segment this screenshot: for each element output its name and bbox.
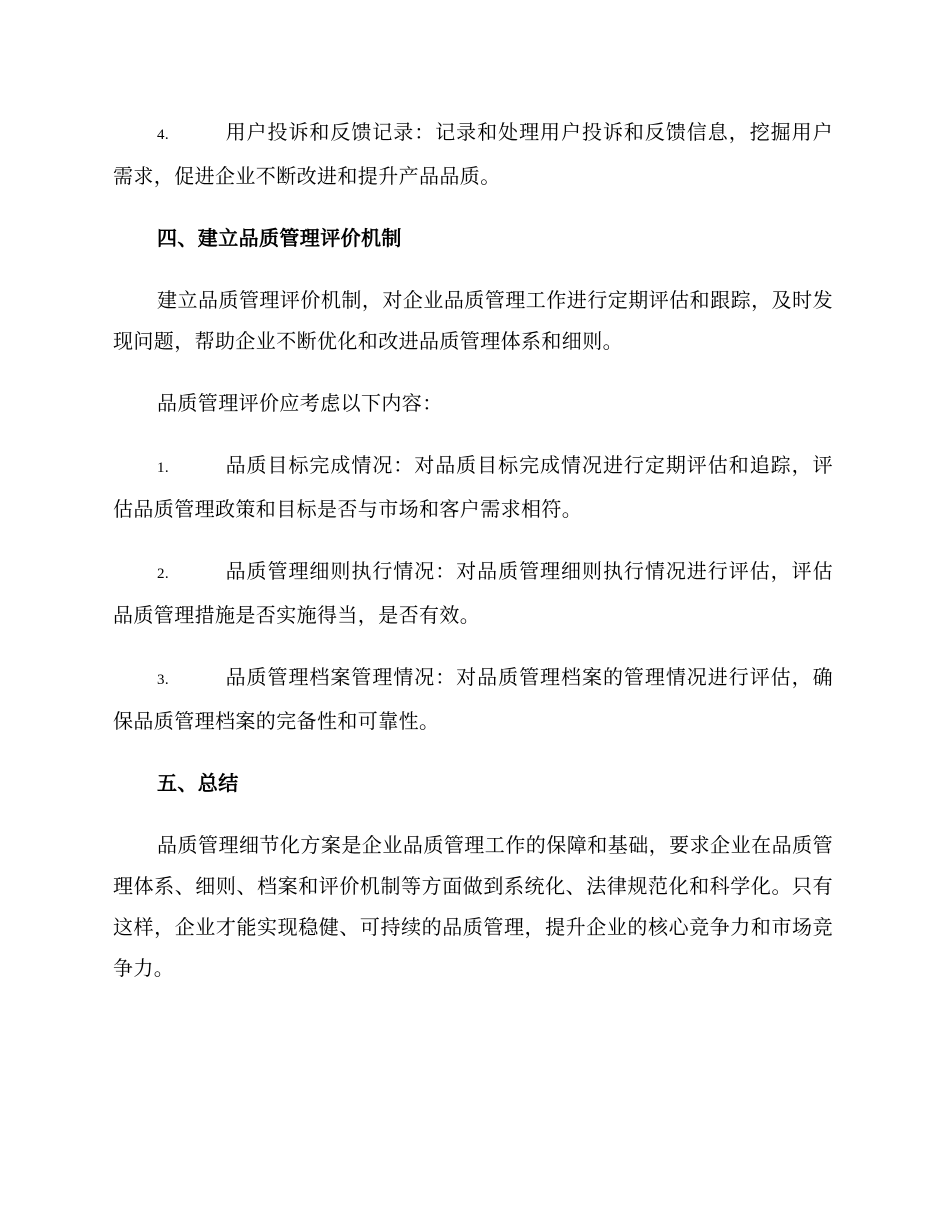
document-page: [113, 112, 833, 1010]
list-item-number: 3.: [157, 672, 170, 688]
list-item-text: 用户投诉和反馈记录：记录和处理用户投诉和反馈信息，挖掘用户需求，促进企业不断改进和提升产品品质。: [113, 120, 833, 188]
list-item: [113, 445, 833, 530]
summary-paragraph: 品质管理细节化方案是企业品质管理工作的保障和基础，要求企业在品质管理体系、细则、档案和评价机制等方面做到系统化、法律规范化和科学化。只有这样，企业才能实现稳健、可持续的品质管理，提升企业的核心竞争力和市场竞争力。: [113, 833, 833, 980]
list-item-number: 1.: [157, 460, 170, 476]
section-heading: 四、建立品质管理评价机制: [157, 226, 402, 250]
section-lead-paragraph: 品质管理评价应考虑以下内容：: [157, 391, 443, 415]
list-item-number: 4.: [157, 127, 170, 143]
list-item: [113, 112, 833, 197]
section-intro-paragraph: 建立品质管理评价机制，对企业品质管理工作进行定期评估和跟踪，及时发现问题，帮助企业不断优化和改进品质管理体系和细则。: [113, 288, 833, 353]
list-item: [113, 551, 833, 636]
list-item-text: 品质管理档案管理情况：对品质管理档案的管理情况进行评估，确保品质管理档案的完备性和可靠性。: [113, 665, 833, 733]
section-heading: 五、总结: [157, 771, 239, 795]
list-item-number: 2.: [157, 566, 170, 582]
list-item-text: 品质目标完成情况：对品质目标完成情况进行定期评估和追踪，评估品质管理政策和目标是否与市场和客户需求相符。: [113, 453, 833, 521]
list-item: [113, 657, 833, 742]
list-item-text: 品质管理细则执行情况：对品质管理细则执行情况进行评估，评估品质管理措施是否实施得当，是否有效。: [113, 559, 833, 627]
